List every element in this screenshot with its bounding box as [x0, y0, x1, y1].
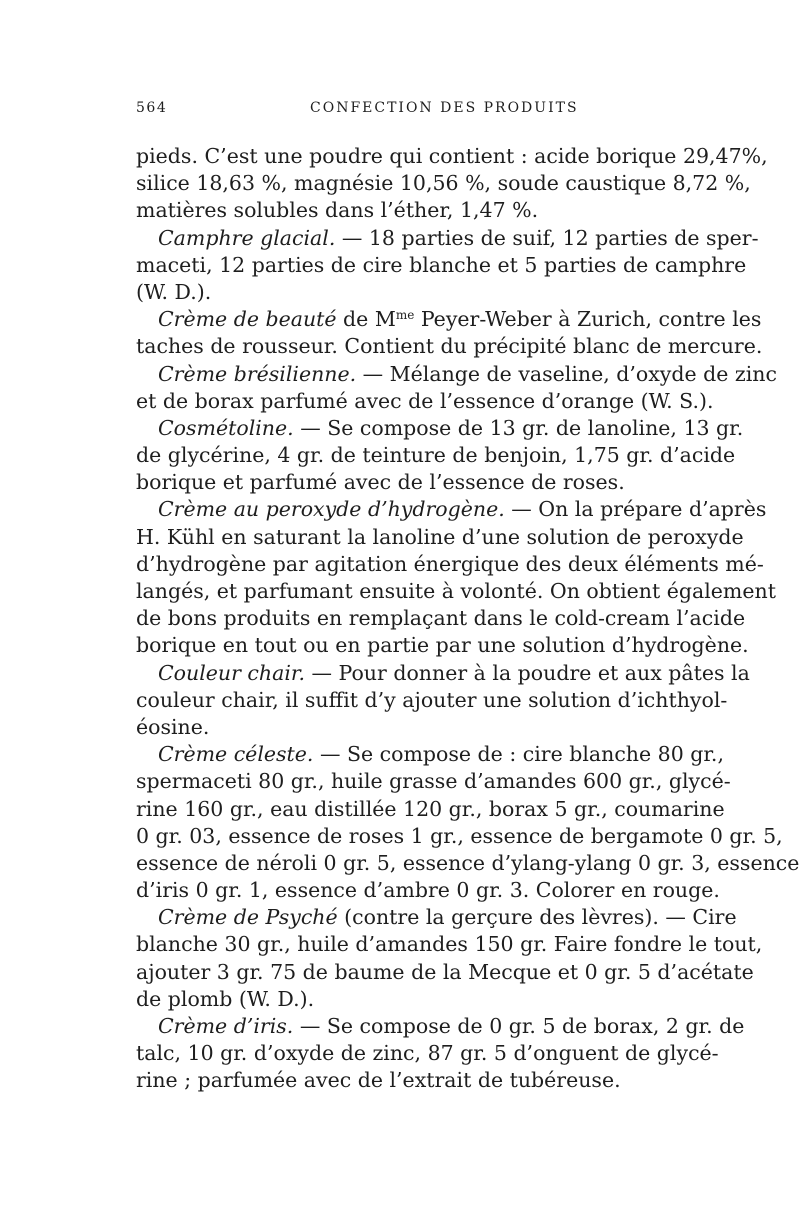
- line-text: — Se compose de : cire blanche 80 gr.,: [313, 742, 724, 767]
- line-text: spermaceti 80 gr., huile grasse d’amandes 600 gr., glycé-: [136, 769, 731, 794]
- line-text: — On la prépare d’après: [504, 497, 767, 522]
- text-line: [136, 986, 668, 1013]
- line-text: — Pour donner à la poudre et aux pâtes la: [304, 660, 750, 685]
- line-text: de plomb (W. D.).: [136, 986, 315, 1011]
- line-text: — Se compose de 13 gr. de lanoline, 13 gr.: [293, 415, 744, 440]
- line-text: (contre la gerçure des lèvres). — Cire: [337, 905, 737, 930]
- text-line: [136, 796, 725, 823]
- text-line: [136, 333, 763, 360]
- text-line: [136, 143, 768, 170]
- text-line: [136, 469, 668, 496]
- entry-heading-line: [136, 1013, 745, 1040]
- line-text: couleur chair, il suffit d’y ajouter une solution d’ichthyol-: [136, 687, 728, 712]
- running-head: [136, 100, 668, 120]
- line-text: rine ; parfumée avec de l’extrait de tubéreuse.: [136, 1068, 621, 1093]
- page-number: 564: [136, 100, 168, 116]
- text-line: [136, 442, 736, 469]
- line-text: d’hydrogène par agitation énergique des deux éléments mé-: [136, 551, 764, 576]
- entry-title: Crème d’iris.: [158, 1014, 294, 1038]
- line-text: 0 gr. 03, essence de roses 1 gr., essence de bergamote 0 gr. 5,: [136, 823, 783, 848]
- superscript: me: [395, 308, 415, 323]
- text-line: [136, 252, 747, 279]
- entry-heading-line: [136, 361, 777, 388]
- body-text: [136, 143, 800, 1095]
- line-text: blanche 30 gr., huile d’amandes 150 gr. Faire fondre le tout,: [136, 932, 763, 957]
- line-text: borique en tout ou en partie par une solution d’hydrogène.: [136, 633, 749, 658]
- line-text: de glycérine, 4 gr. de teinture de benjoin, 1,75 gr. d’acide: [136, 443, 736, 468]
- line-text: — Mélange de vaseline, d’oxyde de zinc: [356, 361, 777, 386]
- entry-title: Crème de beauté: [158, 307, 337, 332]
- text-line: [136, 687, 728, 714]
- line-text: — 18 parties de suif, 12 parties de sper-: [335, 225, 759, 250]
- text-line: [136, 524, 744, 551]
- line-text: maceti, 12 parties de cire blanche et 5 parties de camphre: [136, 252, 747, 277]
- text-line: [136, 877, 720, 904]
- text-line: [136, 197, 668, 224]
- line-text: talc, 10 gr. d’oxyde de zinc, 87 gr. 5 d’onguent de glycé-: [136, 1041, 719, 1066]
- text-line: [136, 632, 749, 659]
- entry-heading-line: [136, 904, 737, 931]
- entry-title: Camphre glacial.: [158, 225, 336, 250]
- entry-title: Cosmétoline.: [158, 415, 294, 440]
- text-fragment: de M: [336, 307, 396, 332]
- text-line: [136, 931, 763, 958]
- text-line: [136, 714, 668, 741]
- text-line: [136, 279, 668, 306]
- line-text: (W. D.).: [136, 279, 212, 304]
- line-text: essence de néroli 0 gr. 5, essence d’ylang-ylang 0 gr. 3, essence: [136, 850, 800, 875]
- line-text: — Se compose de 0 gr. 5 de borax, 2 gr. de: [293, 1014, 745, 1038]
- entry-title: Crème au peroxyde d’hydrogène.: [158, 497, 505, 522]
- running-title: CONFECTION DES PRODUITS: [310, 100, 579, 116]
- entry-title: Crème de Psyché: [158, 905, 338, 930]
- line-text: et de borax parfumé avec de l’essence d’orange (W. S.).: [136, 388, 714, 413]
- line-text: rine 160 gr., eau distillée 120 gr., borax 5 gr., coumarine: [136, 796, 725, 821]
- line-text: langés, et parfumant ensuite à volonté. On obtient également: [136, 579, 776, 603]
- text-line: [136, 850, 800, 877]
- text-line: [136, 551, 764, 578]
- text-line: [136, 768, 731, 795]
- text-line: [136, 1067, 668, 1094]
- text-line: [136, 170, 751, 197]
- line-text: ajouter 3 gr. 75 de baume de la Mecque et 0 gr. 5 d’acétate: [136, 959, 754, 984]
- entry-heading-line: [136, 225, 759, 252]
- text-line: [136, 388, 714, 415]
- line-text: silice 18,63 %, magnésie 10,56 %, soude caustique 8,72 %,: [136, 171, 751, 196]
- entry-heading-line: [136, 306, 762, 333]
- text-line: [136, 1040, 719, 1067]
- line-text: H. Kühl en saturant la lanoline d’une solution de peroxyde: [136, 524, 744, 549]
- entry-title: Couleur chair.: [158, 660, 305, 685]
- text-line: [136, 959, 754, 986]
- entry-title: Crème céleste.: [158, 742, 314, 767]
- line-text: d’iris 0 gr. 1, essence d’ambre 0 gr. 3. Colorer en rouge.: [136, 878, 720, 903]
- entry-title: Crème brésilienne.: [158, 361, 357, 386]
- line-text: de bons produits en remplaçant dans le cold-cream l’acide: [136, 606, 746, 631]
- entry-heading-line: [136, 496, 767, 523]
- text-line: [136, 578, 776, 605]
- line-text: matières solubles dans l’éther, 1,47 %.: [136, 198, 539, 223]
- line-text: Peyer-Weber à Zurich, contre les: [414, 307, 762, 332]
- line-text: éosine.: [136, 714, 210, 739]
- text-line: [136, 605, 746, 632]
- entry-heading-line: [136, 660, 750, 687]
- entry-heading-line: [136, 741, 724, 768]
- line-text: pieds. C’est une poudre qui contient : acide borique 29,47%,: [136, 144, 768, 168]
- text-line: [136, 823, 783, 850]
- line-text: taches de rousseur. Contient du précipité blanc de mercure.: [136, 334, 763, 359]
- entry-heading-line: [136, 415, 744, 442]
- line-text: borique et parfumé avec de l’essence de roses.: [136, 470, 625, 495]
